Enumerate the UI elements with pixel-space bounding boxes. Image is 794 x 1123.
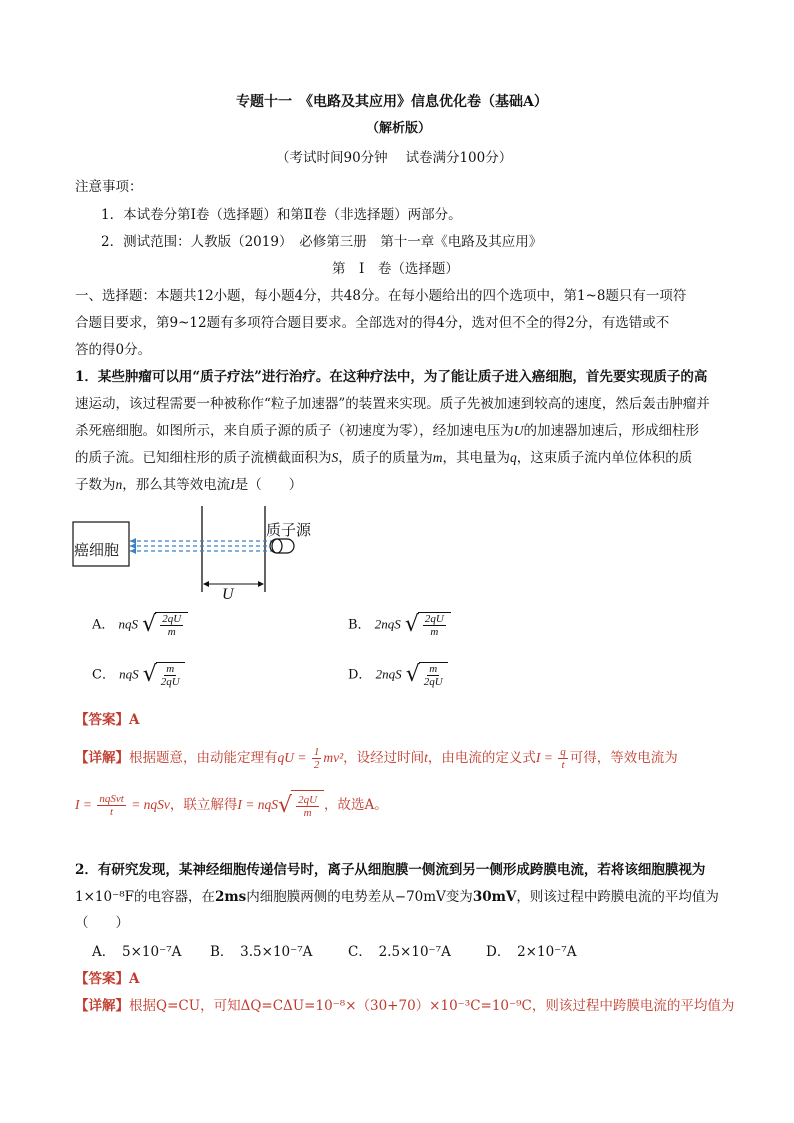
detail-text: ，由电流的定义式 — [427, 750, 536, 766]
q1-text: 是（ ） — [234, 477, 303, 493]
sqrt-icon: √ $\frac{m}{2qU}$ — [406, 662, 448, 688]
detail-text: 根据Q=CU，可知ΔQ=CΔU=10⁻⁸×（30+70）×10⁻³C=10⁻⁹C，则该过程中跨膜电流的平均值为 — [129, 998, 735, 1014]
var-n: n — [115, 477, 123, 492]
option-coef: 2nqS — [374, 616, 401, 632]
q1-text: 1．某些肿瘤可以用“质子疗法”进行治疗。在这种疗法中，为了能让质子进入癌细胞，首先要实现质子的高 — [75, 369, 708, 385]
q2-option-b[interactable]: B． 3.5×10⁻⁷A — [210, 944, 313, 960]
beam-arrow-icon — [130, 538, 136, 544]
option-coef: 2nqS — [375, 666, 402, 682]
voltage-arrow-left-icon — [203, 581, 209, 587]
q1-option-d[interactable] — [348, 662, 448, 688]
q2-text: 内细胞膜两侧的电势差从 — [246, 889, 395, 905]
detail-text: ，联立解得 — [169, 797, 238, 813]
fraction: $\frac{q}{t}$ — [560, 746, 566, 771]
option-coef: nqS — [119, 666, 139, 682]
q2-value: −70mV — [394, 889, 446, 905]
q1-option-c[interactable] — [92, 662, 185, 688]
var-m: m — [432, 450, 443, 465]
sqrt-icon: √ $\frac{2qU}{m}$ — [142, 612, 188, 638]
detail-label: 【详解】 — [75, 750, 129, 766]
q1-text: 子数为 — [75, 477, 116, 493]
option-label: A． — [92, 617, 115, 633]
q1-option-b[interactable] — [348, 612, 451, 638]
section-instructions-line2: 合题目要求，第9~12题有多项符合题目要求。全部选对的得4分，选对但不全的得2分，有选错或不 — [75, 315, 670, 331]
q2-option-c[interactable]: C． 2.5×10⁻⁷A — [348, 944, 451, 960]
q2-text: 2．有研究发现，某神经细胞传递信号时，离子从细胞膜一侧流到另一侧形成跨膜电流，若将该细胞膜视为 — [75, 862, 706, 878]
q1-text: 杀死癌细胞。如图所示，来自质子源的质子（初速度为零），经加速电压为 — [75, 423, 514, 439]
notes-item-1: 1．本试卷分第Ⅰ卷（选择题）和第Ⅱ卷（非选择题）两部分。 — [101, 207, 462, 223]
detail-text: 根据题意，由动能定理有 — [129, 750, 278, 766]
q2-option-a[interactable]: A． 5×10⁻⁷A — [92, 944, 182, 960]
proton-source-opening — [272, 539, 282, 553]
formula: mv² — [323, 750, 344, 765]
notes-item-2: 2．测试范围：人教版（2019） 必修第三册 第十一章《电路及其应用》 — [101, 234, 543, 250]
figure-voltage-label: U — [222, 586, 234, 603]
var-q: q — [510, 450, 517, 465]
fraction: $\frac{\text{nqSvt}}{t}$ — [99, 793, 124, 818]
option-coef: nqS — [118, 616, 139, 632]
detail-label: 【详解】 — [75, 998, 129, 1014]
formula: = nqSv — [127, 797, 170, 812]
figure-source-label: 质子源 — [266, 521, 312, 539]
fraction: $\frac{1}{2}$ — [313, 746, 320, 771]
q2-line3: （ ） — [75, 915, 129, 931]
q2-option-d[interactable]: D． 2×10⁻⁷A — [486, 944, 577, 960]
section-title: 第 Ⅰ 卷（选择题） — [332, 261, 459, 277]
option-label: B． — [348, 617, 371, 633]
option-label: C． — [92, 667, 115, 683]
q1-text: ，这束质子流内单位体积的质 — [516, 450, 693, 466]
q2-answer: 【答案】A — [75, 971, 140, 987]
q1-answer: 【答案】A — [75, 712, 140, 728]
q2-value: 2ms — [214, 889, 247, 905]
formula: I = nqS — [237, 797, 279, 812]
q1-line2: 速运动，该过程需要一种被称作“粒子加速器”的装置来实现。质子先被加速到较高的速度，然后轰击肿瘤并 — [75, 396, 710, 412]
paper-subtitle: （解析版） — [366, 121, 432, 136]
var-S: S — [331, 450, 339, 465]
beam-arrow-icon — [130, 543, 136, 549]
q2-detail — [75, 996, 734, 1016]
voltage-arrow-right-icon — [258, 581, 264, 587]
q1-line3 — [75, 421, 699, 441]
section-instructions-line3: 答的得0分。 — [75, 342, 152, 358]
q2-line1 — [75, 860, 705, 880]
q1-text: ，质子的质量为 — [338, 450, 433, 466]
q1-text: ，其电量为 — [442, 450, 510, 466]
notes-heading: 注意事项： — [75, 179, 143, 195]
q2-value: 30mV — [472, 889, 517, 905]
detail-text: ，设经过时间 — [343, 750, 425, 766]
q1-text: 的质子流。已知细柱形的质子流横截面积为 — [75, 450, 332, 466]
q2-line2 — [75, 887, 719, 907]
detail-text: ，故选A。 — [324, 797, 388, 813]
sqrt-icon: √ $\frac{2qU}{m}$ — [278, 790, 324, 821]
exam-info: （考试时间90分钟 试卷满分100分） — [276, 150, 513, 166]
q1-option-a[interactable] — [92, 612, 188, 638]
q2-text: 变为 — [445, 889, 473, 905]
q1-line1 — [75, 367, 707, 387]
section-instructions-line1: 一、选择题：本题共12小题，每小题4分，共48分。在每小题给出的四个选项中，第1~8题只有一项符 — [75, 288, 687, 304]
beam-arrow-icon — [130, 548, 136, 554]
paper-title: 专题十一 《电路及其应用》信息优化卷（基础A） — [236, 94, 548, 110]
detail-text: 可得，等效电流为 — [569, 750, 678, 766]
q1-line4 — [75, 448, 692, 468]
sqrt-icon: √ $\frac{m}{2qU}$ — [143, 662, 185, 688]
q2-value: 1×10⁻⁸F — [75, 889, 134, 905]
formula: qU = — [277, 750, 310, 765]
var-t: t — [424, 750, 428, 765]
var-I: I — [230, 477, 235, 492]
q2-text: 的电容器，在 — [133, 889, 215, 905]
formula: I = — [75, 797, 96, 812]
q1-text: 的加速器加速后，形成细柱形 — [523, 423, 699, 439]
sqrt-icon: √ $\frac{2qU}{m}$ — [405, 612, 451, 638]
figure-cell-label: 癌细胞 — [74, 541, 120, 559]
formula: I = — [535, 750, 557, 765]
q1-detail-line2 — [75, 790, 388, 821]
var-U: U — [513, 423, 524, 438]
q1-detail-line1 — [75, 745, 678, 771]
q2-text: ，则该过程中跨膜电流的平均值为 — [516, 889, 719, 905]
q1-text: ，那么其等效电流 — [122, 477, 231, 493]
q1-line5 — [75, 475, 302, 495]
option-label: D． — [348, 667, 372, 683]
